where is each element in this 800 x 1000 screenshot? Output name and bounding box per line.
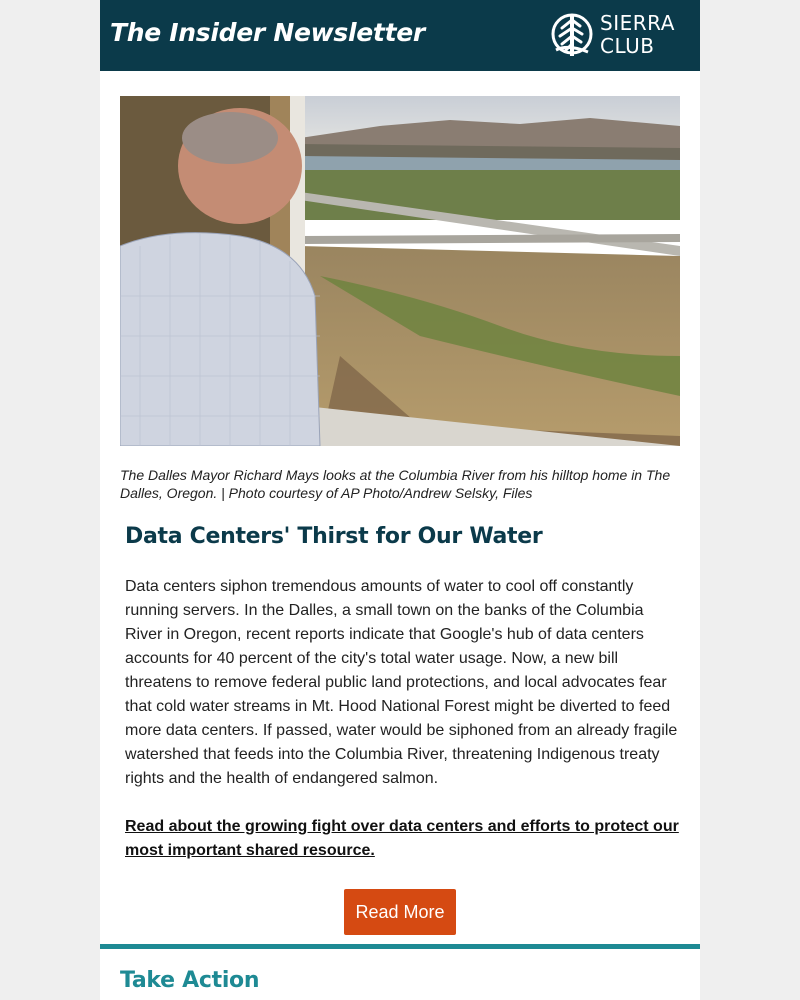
article-body: Data centers siphon tremendous amounts of water to cool off constantly running servers. In the Dalles, a small town on the banks of the Columbia River in Oregon, recent reports indicate that Google's hub of data centers accounts for 40 percent of the city's total water usage. Now, a new bill threatens to remove federal public land protections, and local advocates fear that cold water streams in Mt. Hood National Forest might be diverted to feed more data centers. If passed, water would be siphoned from an already fragile watershed that feeds into the Columbia River, threatening Indigenous treaty rights and the health of endangered salmon. <box>125 578 678 787</box>
section-divider <box>100 944 700 949</box>
photo-caption: The Dalles Mayor Richard Mays looks at the Columbia River from his hilltop home in The Dalles, Oregon. | Photo courtesy of AP Photo/Andrew Selsky, Files <box>120 467 671 501</box>
article-title: Data Centers' Thirst for Our Water <box>125 524 543 549</box>
article-link[interactable]: Read about the growing fight over data centers and efforts to protect our most important shared resource. <box>125 818 679 859</box>
take-action-heading: Take Action <box>120 968 260 993</box>
article-photo <box>120 96 680 446</box>
logo-wordmark <box>600 12 675 58</box>
logo-line-club: CLUB <box>600 34 655 58</box>
newsletter-header <box>100 0 700 71</box>
newsletter-title: The Insider Newsletter <box>110 18 425 47</box>
read-more-button[interactable]: Read More <box>344 889 456 935</box>
tree-icon <box>548 10 596 60</box>
newsletter-email <box>100 0 700 1000</box>
logo-line-sierra: SIERRA <box>600 11 675 35</box>
sierra-club-logo[interactable] <box>548 10 678 60</box>
